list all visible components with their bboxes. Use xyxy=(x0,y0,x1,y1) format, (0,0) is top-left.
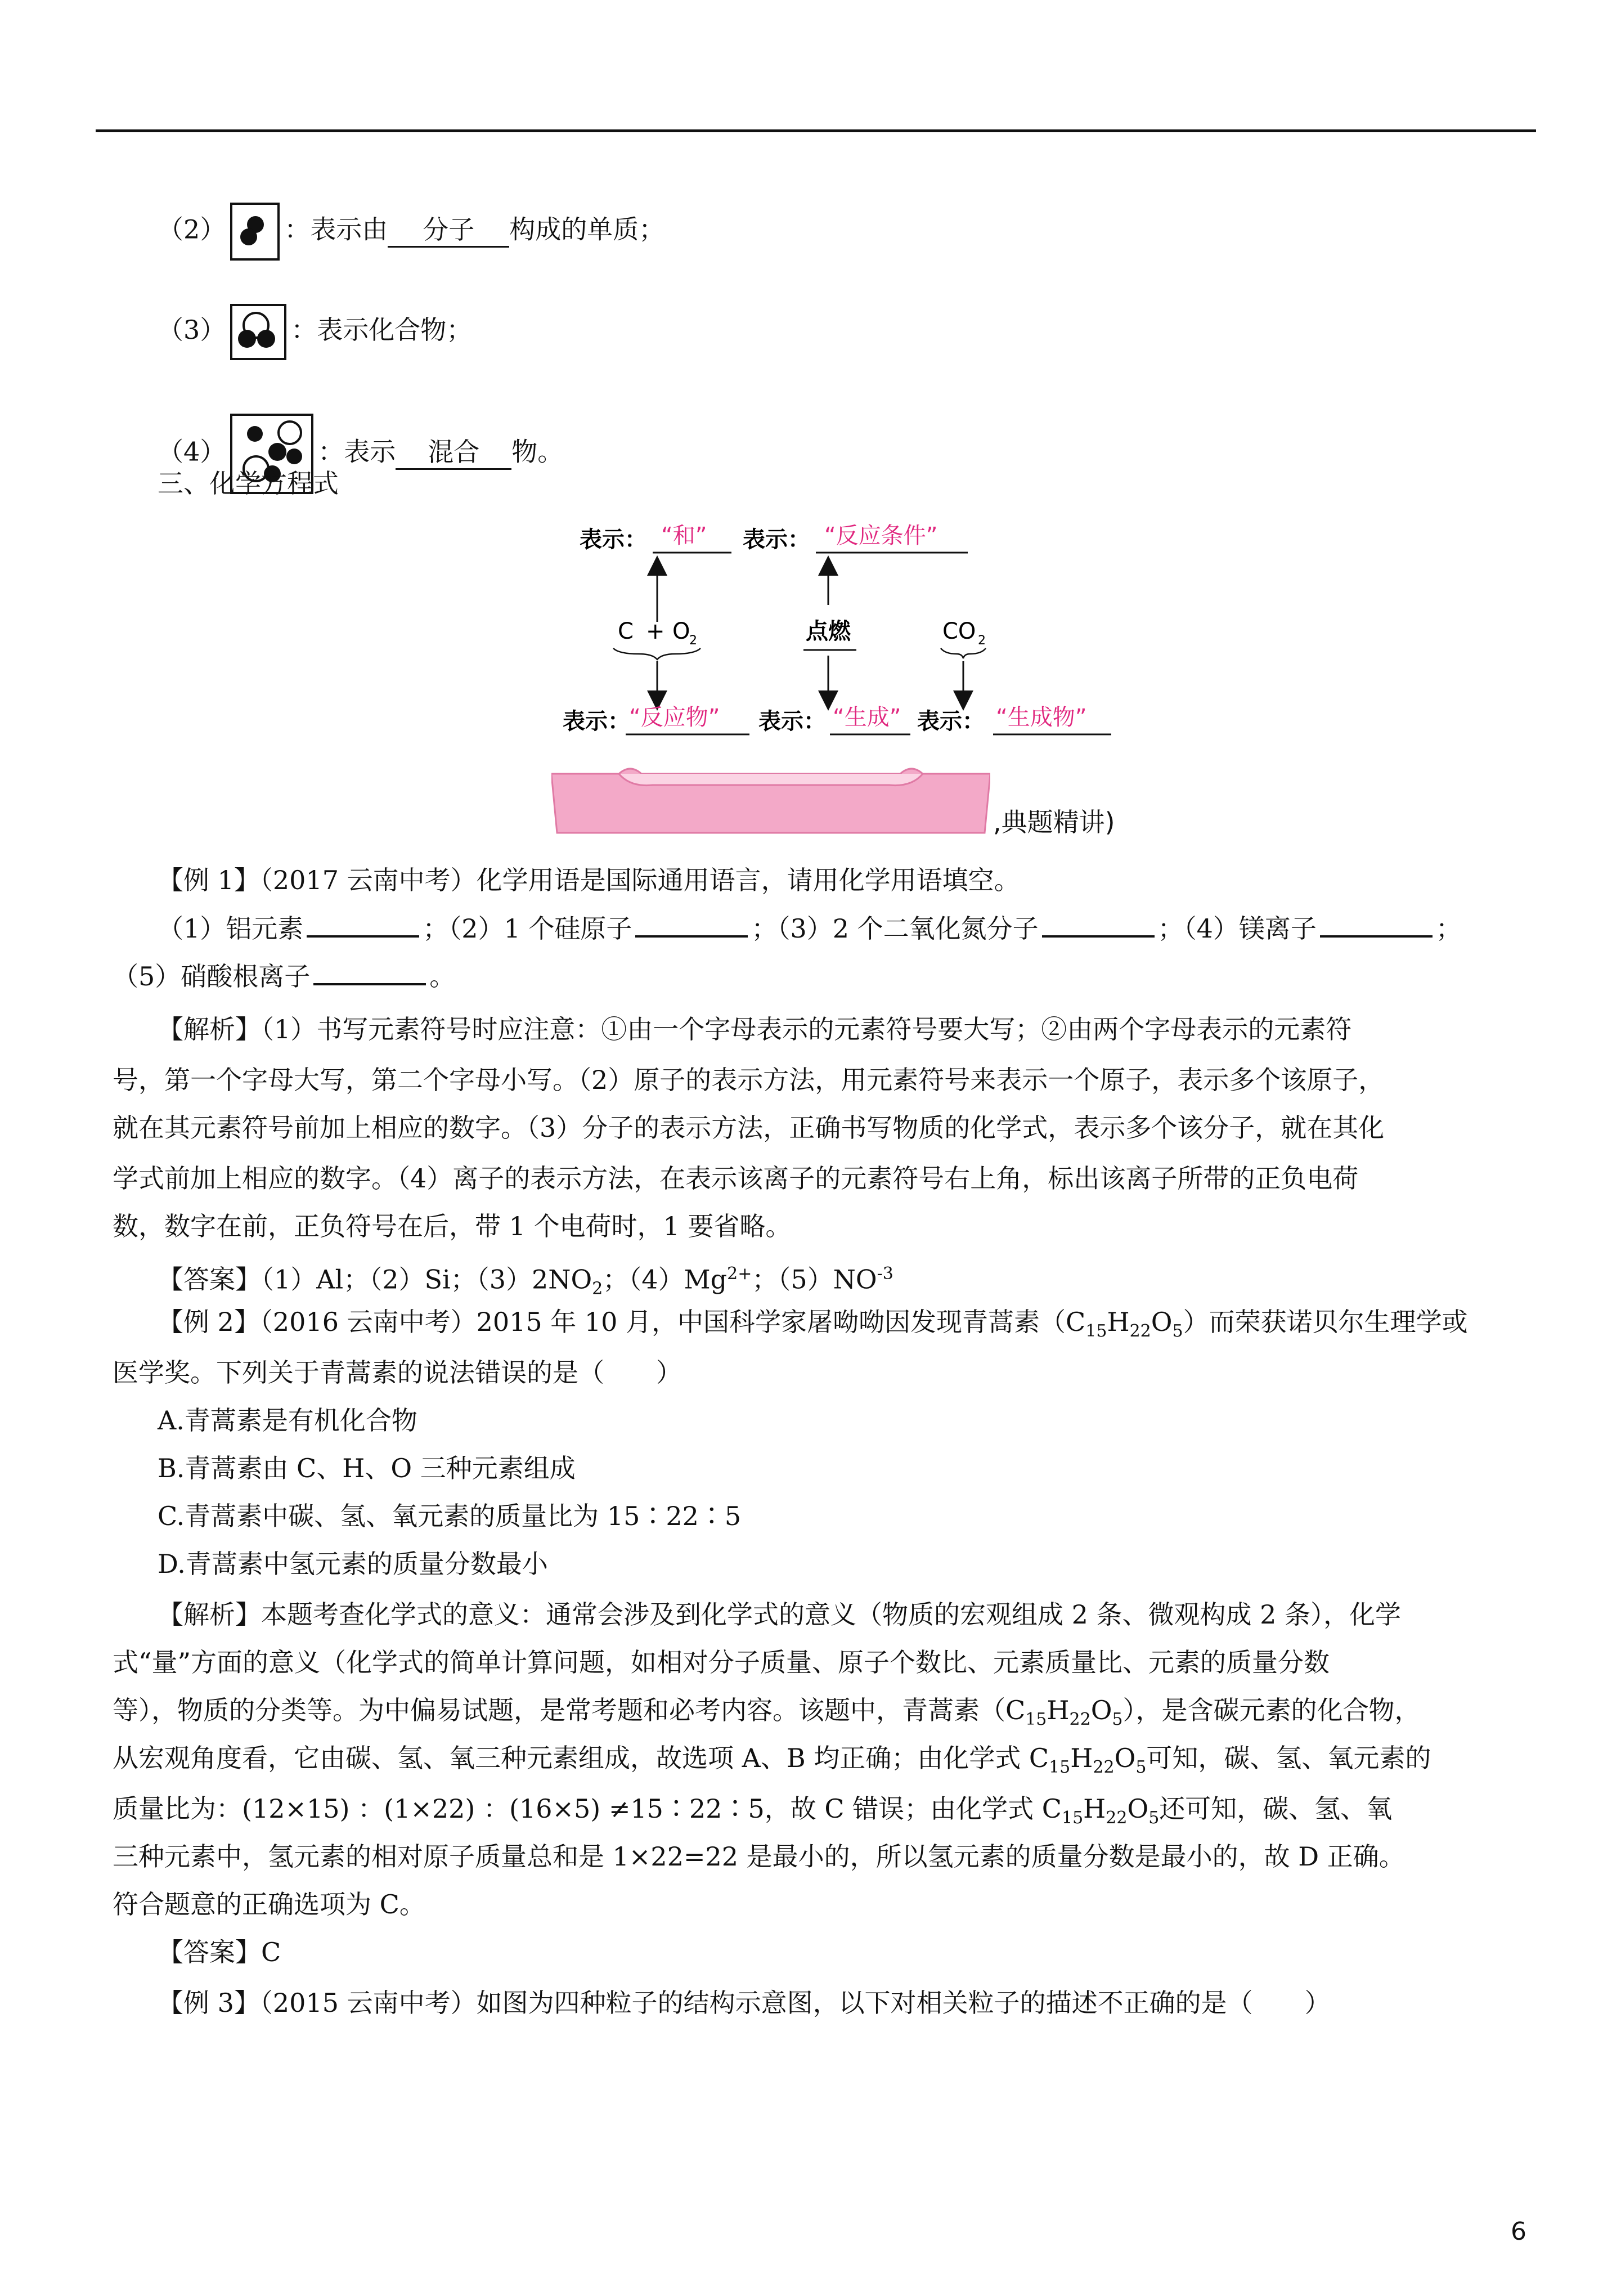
formula-subscript: 22 xyxy=(1069,1710,1091,1730)
filled-blank: 分子 xyxy=(388,213,509,248)
option-c: C.青蒿素中碳、氢、氧元素的质量比为 15∶22∶5 xyxy=(158,1501,742,1531)
analysis-line: 学式前加上相应的数字。（4）离子的表示方法，在表示该离子的元素符号右上角，标出该离子所带的正负电荷 xyxy=(113,1163,1359,1194)
analysis-line: 符合题意的正确选项为 C。 xyxy=(113,1889,425,1920)
example2-title-cont: 医学奖。下列关于青蒿素的说法错误的是（ ） xyxy=(113,1357,682,1388)
condition-dianran: 点燃 xyxy=(806,618,851,644)
analysis-line xyxy=(113,1742,1431,1784)
item-number: （3） xyxy=(158,315,226,345)
formula-subscript: 5 xyxy=(1172,1321,1183,1342)
formula-subscript: 15 xyxy=(1025,1710,1047,1730)
question-text: ； xyxy=(1435,913,1462,944)
answer-blank xyxy=(635,912,748,938)
answer-blank xyxy=(1042,912,1155,938)
diagram-label: 表示： xyxy=(743,527,810,553)
formula-subscript: 5 xyxy=(1135,1757,1147,1778)
item-number: （4） xyxy=(158,436,226,467)
formula-subscript: 15 xyxy=(1049,1757,1071,1778)
question-text: （5）硝酸根离子 xyxy=(113,961,311,992)
option-a: A.青蒿素是有机化合物 xyxy=(158,1405,417,1436)
analysis-line: 【解析】本题考查化学式的意义：通常会涉及到化学式的意义（物质的宏观组成 2 条、微观构成 2 条），化学 xyxy=(158,1599,1402,1630)
formula-subscript: 2 xyxy=(978,634,986,648)
formula-o: O xyxy=(672,618,690,644)
formula-text: O xyxy=(1151,1307,1173,1337)
formula-subscript: 2 xyxy=(689,634,697,648)
diagram-label: 表示： xyxy=(758,708,826,734)
diagram-he: “和” xyxy=(661,523,707,549)
formula-c: C xyxy=(618,618,634,644)
question-text: 。 xyxy=(429,961,456,992)
example1-question5 xyxy=(113,959,455,993)
formula-subscript: 22 xyxy=(1106,1808,1128,1828)
diagram-fanyingwu: “反应物” xyxy=(629,705,720,730)
example2-answer: 【答案】C xyxy=(158,1937,281,1967)
section-banner xyxy=(551,763,990,836)
formula-text: H xyxy=(1070,1743,1093,1773)
formula-text: H xyxy=(1107,1307,1130,1337)
analysis-line: 号，第一个字母大写，第二个字母小写。（2）原子的表示方法，用元素符号来表示一个原子，表示多个该原子， xyxy=(113,1065,1385,1095)
header-rule xyxy=(96,129,1536,132)
answer-subscript: 2 xyxy=(592,1279,603,1299)
formula-subscript: 22 xyxy=(1093,1757,1115,1778)
title-text: ）而荣获诺贝尔生理学或 xyxy=(1183,1307,1468,1337)
answer-blank xyxy=(1320,912,1433,938)
formula-text: H xyxy=(1047,1695,1070,1725)
formula-subscript: 5 xyxy=(1112,1710,1123,1730)
item-3 xyxy=(158,304,472,360)
question-text: ；（4）镁离子 xyxy=(1157,913,1317,944)
answer-superscript: -3 xyxy=(877,1264,893,1284)
formula-text: O xyxy=(1114,1743,1136,1773)
diagram-label: 表示： xyxy=(563,708,630,734)
analysis-text: ），是含碳元素的化合物， xyxy=(1122,1695,1421,1725)
page-number: 6 xyxy=(1511,2217,1526,2246)
example3-title: 【例 3】（2015 云南中考）如图为四种粒子的结构示意图，以下对相关粒子的描述不正确的是（ ） xyxy=(158,1988,1331,2018)
formula-subscript: 5 xyxy=(1148,1808,1160,1828)
analysis-line: 三种元素中，氢元素的相对原子质量总和是 1×22=22 是最小的，所以氢元素的质量分数是最小的，故 D 正确。 xyxy=(113,1841,1405,1872)
formula-text: O xyxy=(1090,1695,1112,1725)
item-text: 物。 xyxy=(511,436,564,467)
analysis-text: 从宏观角度看，它由碳、氢、氧三种元素组成，故选项 A、B 均正确；由化学式 C xyxy=(113,1743,1049,1773)
example1-answer xyxy=(158,1258,893,1306)
answer-text: 【答案】（1）Al；（2）Si；（3）2NO xyxy=(158,1264,592,1295)
answer-blank xyxy=(313,959,426,985)
diagram-label: 表示： xyxy=(580,527,647,553)
item-number: （2） xyxy=(158,214,226,245)
analysis-line: 数，数字在前，正负符号在后，带 1 个电荷时，1 要省略。 xyxy=(113,1211,792,1241)
formula-subscript: 15 xyxy=(1085,1321,1107,1342)
equation-diagram xyxy=(563,518,1114,743)
analysis-text: 可知，碳、氢、氧元素的 xyxy=(1146,1743,1431,1773)
analysis-text: 等），物质的分类等。为中偏易试题，是常考题和必考内容。该题中，青蒿素（C xyxy=(113,1695,1026,1725)
banner-label: ,典题精讲) xyxy=(993,807,1115,837)
item-text: 构成的单质； xyxy=(509,214,665,245)
item-text: ：表示 xyxy=(318,436,396,467)
formula-plus: + xyxy=(646,618,665,644)
molecule-diagram-icon xyxy=(230,203,280,261)
question-text: ；（2）1 个硅原子 xyxy=(423,913,632,944)
diagram-shengchengwu: “生成物” xyxy=(996,705,1087,730)
example1-questions xyxy=(158,912,1462,945)
diagram-shengcheng: “生成” xyxy=(833,705,901,730)
item-2 xyxy=(158,203,664,261)
answer-text: ；（4）Mg xyxy=(603,1264,728,1295)
formula-co: CO xyxy=(942,618,976,644)
analysis-line xyxy=(113,1792,1392,1835)
option-b: B.青蒿素由 C、H、O 三种元素组成 xyxy=(158,1453,576,1483)
example1-title: 【例 1】（2017 云南中考）化学用语是国际通用语言，请用化学用语填空。 xyxy=(158,865,1020,895)
title-text: 【例 2】（2016 云南中考）2015 年 10 月，中国科学家屠呦呦因发现青蒿素（C xyxy=(158,1307,1086,1337)
formula-subscript: 15 xyxy=(1061,1808,1084,1828)
analysis-text: 质量比为：(12×15) ：(1×22) ：(16×5) ≠15∶22∶5，故 C 错误；由化学式 C xyxy=(113,1793,1062,1824)
diagram-tiaojian: “反应条件” xyxy=(824,523,938,549)
formula-subscript: 22 xyxy=(1129,1321,1151,1342)
answer-text: ；（5）NO xyxy=(752,1264,877,1295)
compound-diagram-icon xyxy=(230,304,286,360)
example2-title xyxy=(158,1306,1468,1348)
answer-blank xyxy=(307,912,419,938)
option-d: D.青蒿素中氢元素的质量分数最小 xyxy=(158,1549,548,1579)
analysis-line: 就在其元素符号前加上相应的数字。（3）分子的表示方法，正确书写物质的化学式，表示多个该分子，就在其化 xyxy=(113,1113,1385,1143)
analysis-line: 式“量”方面的意义（化学式的简单计算问题，如相对分子质量、原子个数比、元素质量比、元素的质量分数 xyxy=(113,1647,1330,1678)
item-text: ：表示化合物； xyxy=(291,315,473,345)
analysis-line xyxy=(113,1694,1421,1736)
filled-blank: 混合 xyxy=(396,436,511,470)
formula-text: O xyxy=(1127,1793,1149,1824)
question-text: ；（3）2 个二氧化氮分子 xyxy=(751,913,1039,944)
diagram-label: 表示： xyxy=(917,708,985,734)
answer-superscript: 2+ xyxy=(727,1264,752,1284)
formula-text: H xyxy=(1083,1793,1106,1824)
section-heading: 三、化学方程式 xyxy=(158,468,339,499)
question-text: （1）铝元素 xyxy=(158,913,304,944)
analysis-text: 还可知，碳、氢、氧 xyxy=(1159,1793,1393,1824)
analysis-line: 【解析】（1）书写元素符号时应注意：①由一个字母表示的元素符号要大写；②由两个字母表示的元素符 xyxy=(158,1014,1352,1044)
item-text: ：表示由 xyxy=(284,214,388,245)
